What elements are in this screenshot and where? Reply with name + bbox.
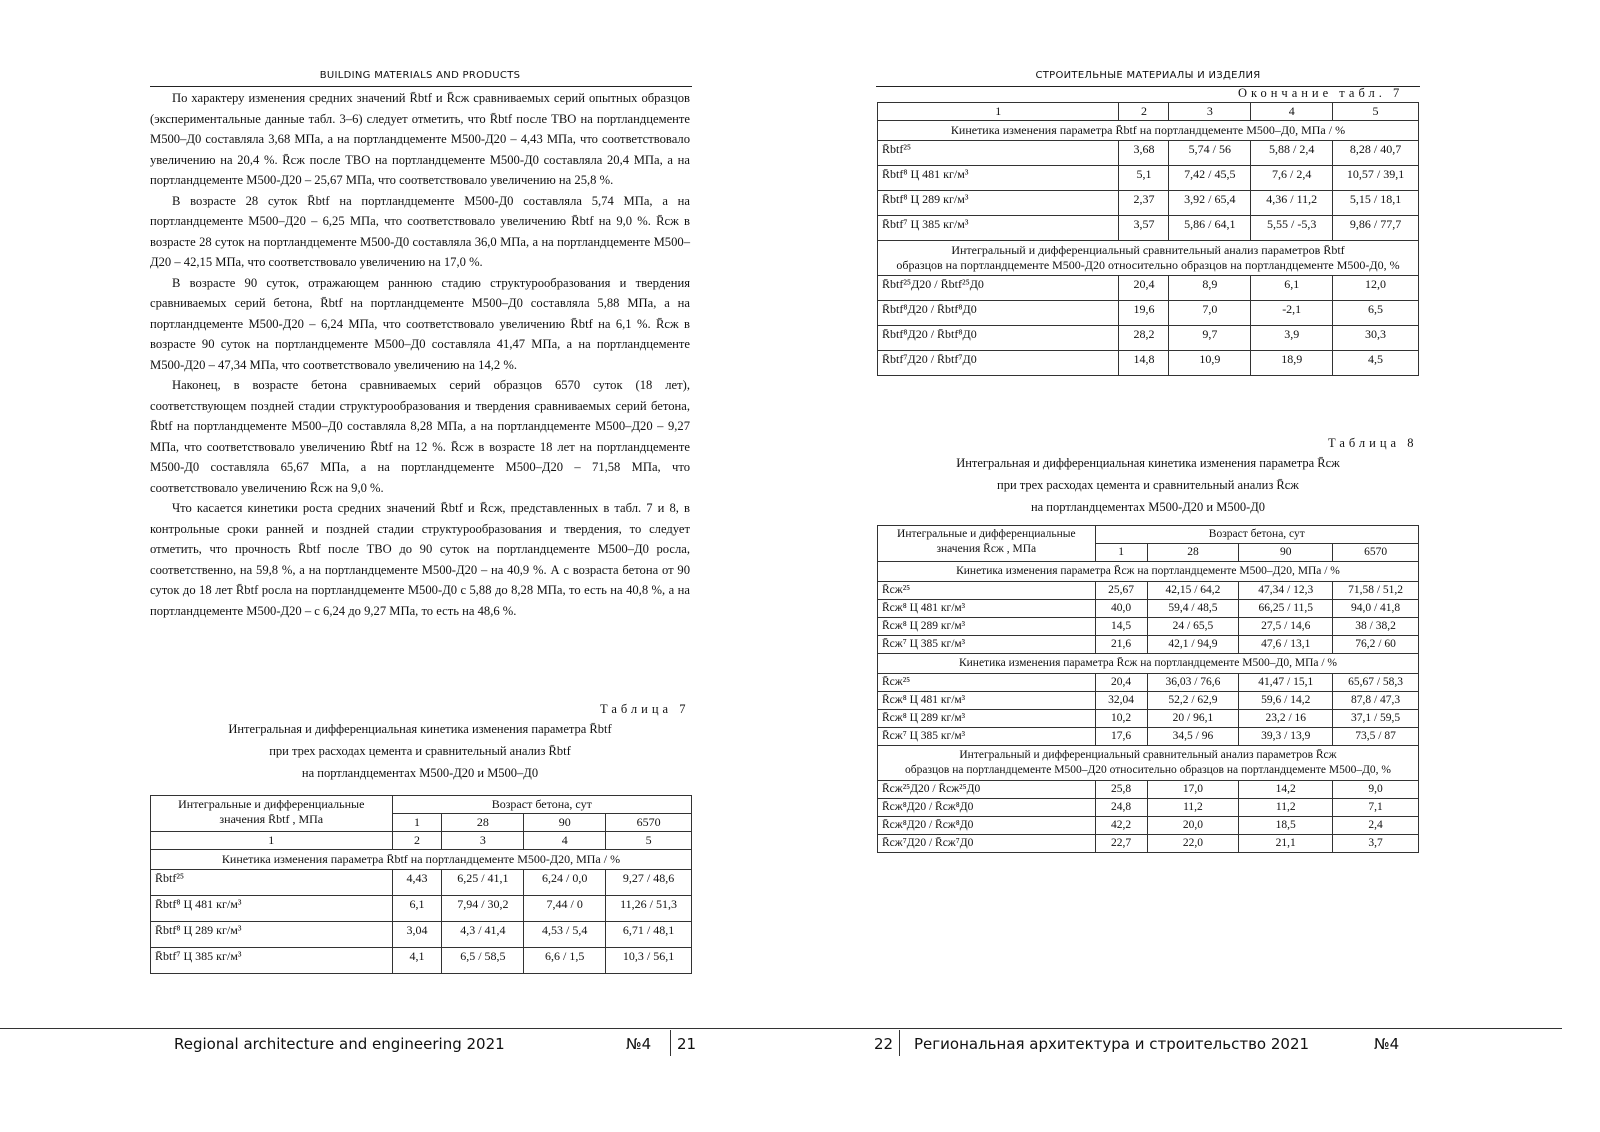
page-number: 21 [670,1030,700,1056]
column-number: 1 [878,103,1119,121]
footer-issue: №4 [626,1035,652,1053]
column-number: 1 [151,832,393,850]
table-cell: 5,74 / 56 [1169,141,1251,166]
table-cell: 9,27 / 48,6 [606,870,692,896]
table-cell: 3,7 [1333,835,1419,853]
table-cell: 38 / 38,2 [1333,618,1419,636]
header-cell: 90 [1239,544,1333,562]
row-label: R̄сж⁷Д20 / R̄сж⁷Д0 [878,835,1096,853]
row-label: R̄сж⁸Д20 / R̄сж⁸Д0 [878,799,1096,817]
column-number: 2 [392,832,442,850]
row-label: R̄btf⁸ Ц 481 кг/м³ [151,896,393,922]
table-row [878,728,1419,746]
row-label: R̄сж⁸ Ц 481 кг/м³ [878,600,1096,618]
table-cell: 9,0 [1333,781,1419,799]
header-cell: Интегральные и дифференциальные значения R̄сж , МПа [878,526,1096,562]
section-header: Кинетика изменения параметра R̄сж на портландцементе М500–Д20, МПа / % [878,562,1419,582]
table-caption-line: Интегральная и дифференциальная кинетика изменения параметра R̄сж [956,456,1340,470]
header-cell: 28 [1147,544,1239,562]
table-caption [877,452,1419,518]
table-cell: 14,5 [1095,618,1147,636]
table-cell: 8,28 / 40,7 [1333,141,1419,166]
paragraph: Что касается кинетики роста средних значений R̄btf и R̄сж, представленных в табл. 7 и 8, в контрольные сроки ранней и поздней стадии структурообразования и твердения, то следует отметить, что прочность R̄btf после ТВО до 90 суток на портландцементе М500–Д0 росла, соответственно, на 59,8 %, а на портландцементе М500-Д20 – на 40,9 %. А с возраста бетона от 90 суток до 18 лет R̄btf росла на портландцементе М500-Д0 с 5,88 до 8,28 МПа, то есть на 40,8 %, а на портландцементе М500-Д20 – с 6,24 до 9,27 МПа, то есть на 48,6 %. [150,501,690,618]
table-cell: 20,4 [1119,276,1169,301]
table-caption-line: на портландцементах М500-Д20 и М500-Д0 [1030,500,1266,514]
section-header: Кинетика изменения параметра R̄сж на портландцементе М500–Д0, МПа / % [878,654,1419,674]
table-cell: 19,6 [1119,301,1169,326]
table-cell: 5,88 / 2,4 [1251,141,1333,166]
table-row [878,216,1419,241]
table-cell: 39,3 / 13,9 [1239,728,1333,746]
row-label: R̄сж⁸ Ц 289 кг/м³ [878,710,1096,728]
row-label: R̄btf⁸Д20 / R̄btf⁸Д0 [878,326,1119,351]
table-row [151,870,692,896]
table-cell: 4,3 / 41,4 [442,922,524,948]
table-caption-line: при трех расходах цемента и сравнительный анализ R̄btf [269,744,571,758]
table-cell: 5,15 / 18,1 [1333,191,1419,216]
table-cell: 66,25 / 11,5 [1239,600,1333,618]
table-cell: 18,5 [1239,817,1333,835]
table-cell: 7,0 [1169,301,1251,326]
table-cell: 23,2 / 16 [1239,710,1333,728]
table-cell: 17,6 [1095,728,1147,746]
table-cell: 42,2 [1095,817,1147,835]
table-row [878,351,1419,376]
table-cell: 59,6 / 14,2 [1239,692,1333,710]
table-cell: 65,67 / 58,3 [1333,674,1419,692]
running-head: BUILDING MATERIALS AND PRODUCTS [319,70,521,81]
header-cell: 6570 [1333,544,1419,562]
row-label: R̄сж⁷ Ц 385 кг/м³ [878,636,1096,654]
row-label: R̄сж⁸ Ц 289 кг/м³ [878,618,1096,636]
table-cell: 71,58 / 51,2 [1333,582,1419,600]
table-row [151,948,692,974]
row-label: R̄btf²⁵ [151,870,393,896]
table-cell: 27,5 / 14,6 [1239,618,1333,636]
table-row [878,817,1419,835]
header-cell: 1 [392,814,442,832]
running-head: СТРОИТЕЛЬНЫЕ МАТЕРИАЛЫ И ИЗДЕЛИЯ [1035,70,1261,81]
table-cell: 32,04 [1095,692,1147,710]
table-cell: 3,57 [1119,216,1169,241]
table-cell: 20 / 96,1 [1147,710,1239,728]
row-label: R̄btf⁸ Ц 289 кг/м³ [878,191,1119,216]
table-row [878,710,1419,728]
table-cell: 42,15 / 64,2 [1147,582,1239,600]
table-row [878,692,1419,710]
section-header: Кинетика изменения параметра R̄btf на портландцементе М500-Д20, МПа / % [151,850,692,870]
table-caption-line: Интегральная и дифференциальная кинетика изменения параметра R̄btf [228,722,612,736]
column-number: 3 [442,832,524,850]
column-number: 5 [606,832,692,850]
table-cell: 2,4 [1333,817,1419,835]
table-cell: 14,2 [1239,781,1333,799]
table-cell: 21,1 [1239,835,1333,853]
section-header-line: Интегральный и дифференциальный сравнительный анализ параметров R̄btf [951,243,1345,257]
table-cell: 47,34 / 12,3 [1239,582,1333,600]
table-cell: 42,1 / 94,9 [1147,636,1239,654]
row-label: R̄btf⁷ Ц 385 кг/м³ [151,948,393,974]
table-cell: 6,71 / 48,1 [606,922,692,948]
table-cell: 52,2 / 62,9 [1147,692,1239,710]
table-cell: 4,5 [1333,351,1419,376]
table-cell: 59,4 / 48,5 [1147,600,1239,618]
table-8 [877,525,1419,853]
table-cell: 40,0 [1095,600,1147,618]
header-cell: 6570 [606,814,692,832]
table-cell: 20,0 [1147,817,1239,835]
table-cell: 3,68 [1119,141,1169,166]
row-label: R̄сж²⁵ [878,582,1096,600]
footer-rule [800,1028,1562,1029]
table-row [878,636,1419,654]
table-cell: 6,25 / 41,1 [442,870,524,896]
table-cell: 36,03 / 76,6 [1147,674,1239,692]
table-cell: 3,92 / 65,4 [1169,191,1251,216]
table-row [878,326,1419,351]
table-row [878,582,1419,600]
page-right [800,0,1600,1132]
table-cell: 10,2 [1095,710,1147,728]
footer-journal-title: Региональная архитектура и строительство 2021 [914,1035,1310,1053]
table-cell: 2,37 [1119,191,1169,216]
table-row [878,600,1419,618]
table-cell: 87,8 / 47,3 [1333,692,1419,710]
row-label: R̄сж⁸Д20 / R̄сж⁸Д0 [878,817,1096,835]
table-cell: 3,9 [1251,326,1333,351]
table-row [878,276,1419,301]
table-cell: 20,4 [1095,674,1147,692]
table-cell: 10,9 [1169,351,1251,376]
row-label: R̄btf²⁵Д20 / R̄btf²⁵Д0 [878,276,1119,301]
table-cell: 7,44 / 0 [524,896,606,922]
table-row [151,896,692,922]
paragraph: Наконец, в возрасте бетона сравниваемых серий образцов 6570 суток (18 лет), соответствующем поздней стадии структурообразования и твердения сравниваемых серий бетона, R̄btf на портландцементе М500–Д0 составляла 8,28 МПа, а на портландцементе М500–Д20 – 9,27 МПа, что соответствовало увеличению R̄btf на 12 %. R̄сж в возрасте 18 лет на портландцементе М500-Д0 составляла 65,67 МПа, а на портландцементе М500–Д20 – 71,58 МПа, что соответствовало увеличению R̄сж на 9,0 %. [150,378,690,495]
table-7-continued [877,102,1419,376]
table-cell: 6,5 [1333,301,1419,326]
table-number: Таблица 8 [1328,436,1418,450]
table-cell: 25,67 [1095,582,1147,600]
table-cell: 47,6 / 13,1 [1239,636,1333,654]
row-label: R̄btf⁷Д20 / R̄btf⁷Д0 [878,351,1119,376]
footer-issue: №4 [1374,1035,1400,1053]
row-label: R̄btf⁸ Ц 481 кг/м³ [878,166,1119,191]
table-caption-line: на портландцементах М500-Д20 и М500–Д0 [301,766,539,780]
table-cell: -2,1 [1251,301,1333,326]
footer-rule [0,1028,800,1029]
section-header-line: образцов на портландцементе М500–Д20 относительно образцов на портландцементе М500–Д0, % [904,764,1392,776]
paragraph: По характеру изменения средних значений R̄btf и R̄сж сравниваемых серий опытных образцов (экспериментальные данные табл. 3–6) следует отметить, что R̄btf после ТВО на портландцементе М500–Д0 составляла 3,68 МПа, а на портландцементе М500-Д20 – 4,43 МПа, что соответствовало увеличению на 20,4 %. R̄сж после ТВО на портландцементе М500-Д0 составляла 20,4 МПа, а на портландцементе М500-Д20 – 25,67 МПа, что соответствовало увеличению на 25,8 %. [150,91,690,187]
section-header-line: образцов на портландцементе М500-Д20 относительно образцов на портландцементе М500-Д0, % [896,258,1400,272]
row-label: R̄сж²⁵ [878,674,1096,692]
table-cell: 94,0 / 41,8 [1333,600,1419,618]
table-cell: 4,36 / 11,2 [1251,191,1333,216]
table-cell: 30,3 [1333,326,1419,351]
table-number: Таблица 7 [600,702,690,716]
table-cell: 6,5 / 58,5 [442,948,524,974]
table-caption-line: при трех расходах цемента и сравнительный анализ R̄сж [997,478,1299,492]
header-cell: Возраст бетона, сут [392,796,691,814]
table-cell: 4,53 / 5,4 [524,922,606,948]
table-cell: 41,47 / 15,1 [1239,674,1333,692]
footer-journal-title: Regional architecture and engineering 2021 [174,1035,505,1053]
table-cell: 18,9 [1251,351,1333,376]
section-header-line: Интегральный и дифференциальный сравнительный анализ параметров R̄сж [959,749,1337,761]
table-cell: 6,1 [392,896,442,922]
row-label: R̄btf⁸ Ц 289 кг/м³ [151,922,393,948]
row-label: R̄btf⁷ Ц 385 кг/м³ [878,216,1119,241]
table-cell: 5,86 / 64,1 [1169,216,1251,241]
table-caption [150,718,690,784]
table-cell: 3,04 [392,922,442,948]
table-cell: 11,2 [1239,799,1333,817]
table-cell: 10,57 / 39,1 [1333,166,1419,191]
table-row [878,301,1419,326]
table-cell: 9,86 / 77,7 [1333,216,1419,241]
table-cell: 25,8 [1095,781,1147,799]
table-cell: 10,3 / 56,1 [606,948,692,974]
table-cell: 76,2 / 60 [1333,636,1419,654]
table-row [878,166,1419,191]
table-row [878,618,1419,636]
column-number: 4 [524,832,606,850]
table-cell: 17,0 [1147,781,1239,799]
table-cell: 24 / 65,5 [1147,618,1239,636]
header-cell: 90 [524,814,606,832]
row-label: R̄btf⁸Д20 / R̄btf⁸Д0 [878,301,1119,326]
table-cell: 7,94 / 30,2 [442,896,524,922]
header-cell: Возраст бетона, сут [1095,526,1418,544]
column-number: 5 [1333,103,1419,121]
section-header [878,241,1419,276]
body-text [150,88,690,621]
row-label: R̄сж⁷ Ц 385 кг/м³ [878,728,1096,746]
table-cell: 7,42 / 45,5 [1169,166,1251,191]
table-row [878,835,1419,853]
table-7 [150,795,692,974]
table-row [878,674,1419,692]
section-header [878,746,1419,781]
table-row [878,781,1419,799]
table-cell: 11,26 / 51,3 [606,896,692,922]
column-number: 2 [1119,103,1169,121]
table-cell: 14,8 [1119,351,1169,376]
table-row [151,922,692,948]
table-cell: 21,6 [1095,636,1147,654]
column-number: 3 [1169,103,1251,121]
table-cell: 8,9 [1169,276,1251,301]
table-cell: 11,2 [1147,799,1239,817]
table-cell: 9,7 [1169,326,1251,351]
page-number: 22 [872,1030,900,1056]
table-cell: 12,0 [1333,276,1419,301]
header-cell: 1 [1095,544,1147,562]
table-cell: 7,6 / 2,4 [1251,166,1333,191]
table-cell: 6,1 [1251,276,1333,301]
table-cell: 6,6 / 1,5 [524,948,606,974]
table-cell: 5,1 [1119,166,1169,191]
section-header: Кинетика изменения параметра R̄btf на портландцементе М500–Д0, МПа / % [878,121,1419,141]
table-cell: 37,1 / 59,5 [1333,710,1419,728]
paragraph: В возрасте 28 суток R̄btf на портландцементе М500-Д0 составляла 5,74 МПа, а на портландцементе М500–Д20 – 6,25 МПа, что соответствовало увеличению R̄btf на 9,0 %. R̄сж в возрасте 28 суток на портландцементе М500-Д0 составляла 36,0 МПа, а на портландцементе М500–Д20 – 42,15 МПа, что соответствовало увеличению на 17,0 %. [150,193,690,269]
table-cell: 5,55 / -5,3 [1251,216,1333,241]
table-cell: 6,24 / 0,0 [524,870,606,896]
table-cell: 28,2 [1119,326,1169,351]
table-cell: 22,0 [1147,835,1239,853]
table-cell: 22,7 [1095,835,1147,853]
header-cell: Интегральные и дифференциальные значения R̄btf , МПа [151,796,393,832]
table-cell: 24,8 [1095,799,1147,817]
table-row [878,799,1419,817]
row-label: R̄btf²⁵ [878,141,1119,166]
table-row [878,141,1419,166]
table-cell: 4,1 [392,948,442,974]
row-label: R̄сж²⁵Д20 / R̄сж²⁵Д0 [878,781,1096,799]
table-continuation-caption: Окончание табл. 7 [1238,86,1404,100]
table-cell: 34,5 / 96 [1147,728,1239,746]
header-rule [150,86,692,87]
table-cell: 7,1 [1333,799,1419,817]
table-cell: 73,5 / 87 [1333,728,1419,746]
table-row [878,191,1419,216]
header-cell: 28 [442,814,524,832]
table-cell: 4,43 [392,870,442,896]
column-number: 4 [1251,103,1333,121]
paragraph: В возрасте 90 суток, отражающем раннюю стадию структурообразования и твердения сравниваемых серий бетона, R̄btf на портландцементе М500–Д0 составляла 5,88 МПа, а на портландцементе М500-Д20 – 6,24 МПа, что соответствовало увеличению R̄btf на 6,1 %. R̄сж в возрасте 90 суток на портландцементе М500–Д0 составляла 41,47 МПа, а на портландцементе М500-Д20 – 47,34 МПа, что соответствовало увеличению на 14,2 %. [150,275,690,372]
row-label: R̄сж⁸ Ц 481 кг/м³ [878,692,1096,710]
